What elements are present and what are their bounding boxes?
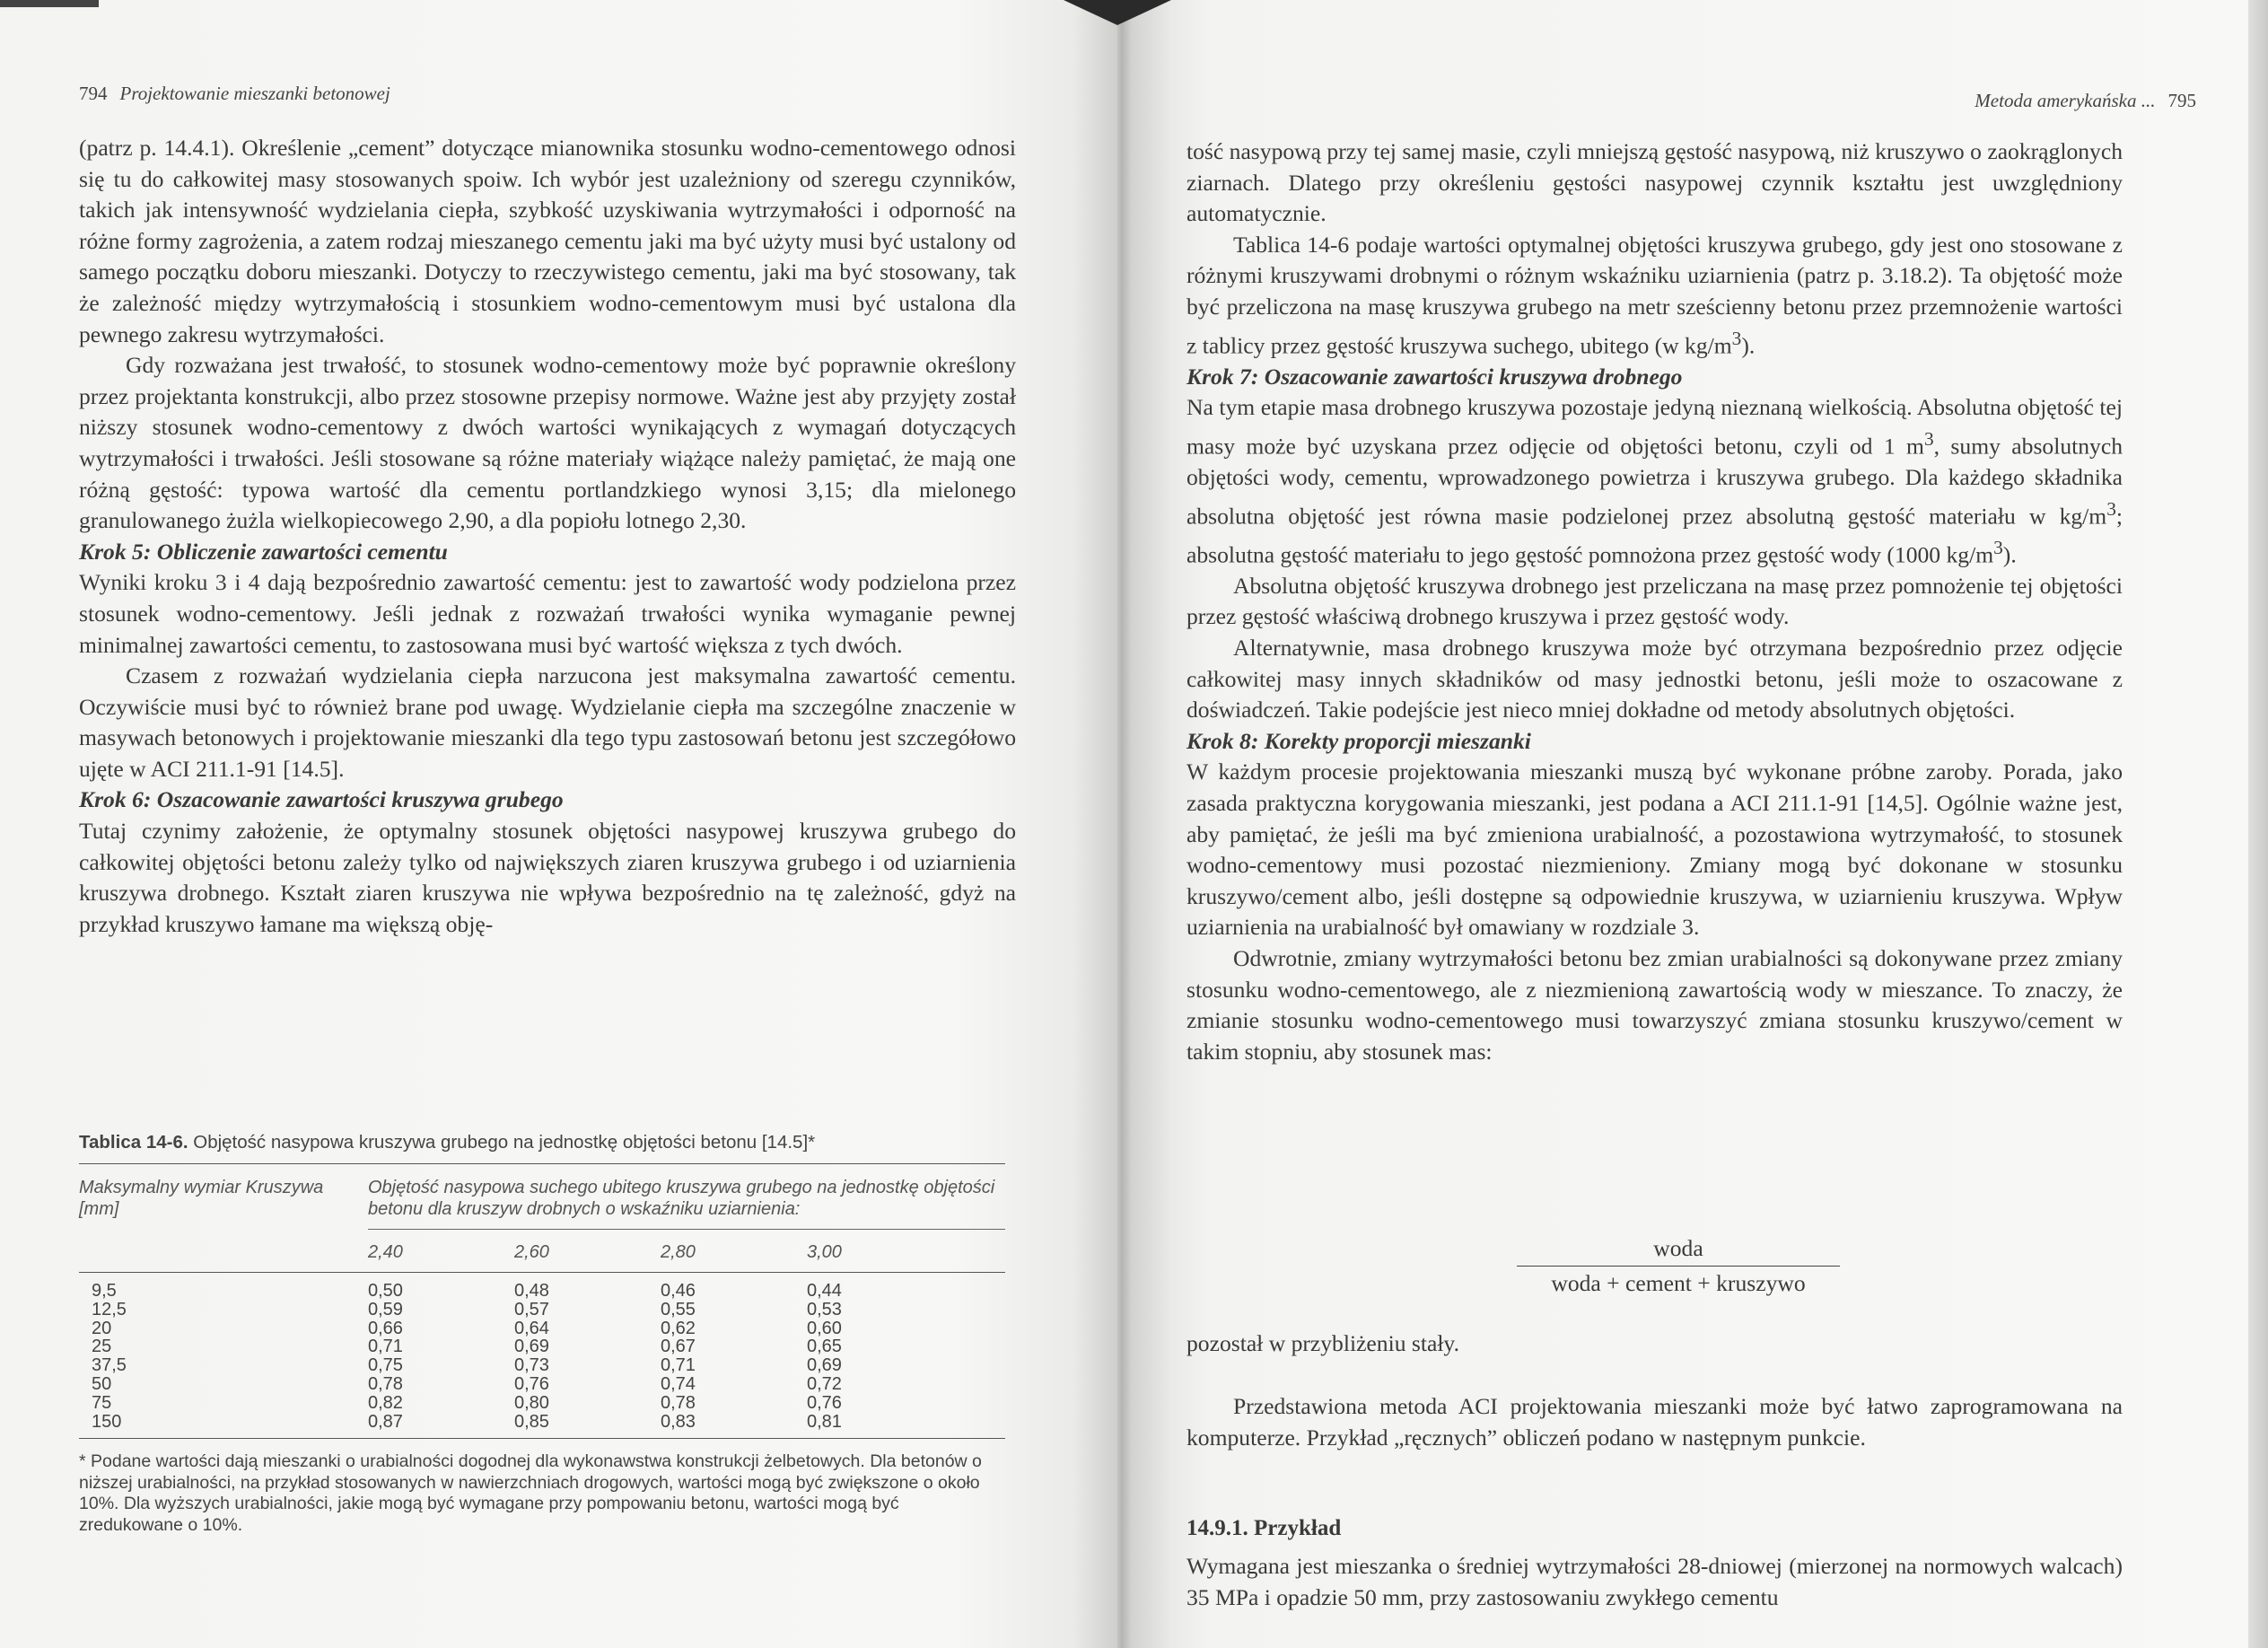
volume-value-cell: 0,78 [368,1373,403,1394]
volume-value-cell: 0,78 [661,1392,696,1413]
table-caption-text: Objętość nasypowa kruszywa grubego na jednostkę objętości betonu [14.5]* [193,1132,816,1153]
superscript: 3 [1923,427,1934,450]
volume-value-cell: 0,81 [807,1411,842,1432]
paragraph: W każdym procesie projektowania mieszanki muszą być wykonane próbne zaroby. Porada, jako zasada praktyczna korygowania mieszanki, jest podana a ACI 211.1-91 [14,5]. Ogólnie ważne jest, aby pamiętać, że jeśli ma być zmieniona urabialność, a pozostawiona wytrzymałość, to stosunek wodno-cementowy musi pozostać niezmieniony. Zmiany mogą być dokonane w stosunku kruszywo/cement albo, jeśli dostępne są odpowiednie kruszywa, w uziarnieniu kruszywa. Wpływ uziarnienia na urabialność był omawiany w rozdziale 3. [1187,758,2123,941]
table-row [79,1301,1005,1319]
volume-value-cell: 0,50 [368,1281,403,1301]
scan-corner-mark [0,0,99,7]
superscript: 3 [1993,536,2003,558]
volume-value-cell: 0,83 [661,1411,696,1432]
volume-value-cell: 0,76 [514,1373,549,1394]
volume-value-cell: 0,44 [807,1281,842,1301]
volume-value-cell: 0,73 [514,1355,549,1376]
table-row [79,1413,1005,1432]
volume-value-cell: 0,67 [661,1337,696,1357]
aggregate-size-cell: 20 [92,1318,112,1338]
aggregate-size-cell: 75 [92,1392,112,1413]
fraction-bar [1517,1266,1840,1267]
mass-ratio-fraction [1517,1233,1840,1299]
volume-value-cell: 0,62 [661,1318,696,1338]
step-heading: Krok 6: Oszacowanie zawartości kruszywa grubego [79,786,564,813]
paragraph [1187,392,2123,571]
paragraph: Przedstawiona metoda ACI projektowania mieszanki może być łatwo zaprogramowana na komputerze. Przykład „ręcznych” obliczeń podano w następnym punkcie. [1187,1393,2123,1451]
table-bottom-rule [79,1438,1005,1439]
paragraph-text: ; absolutna gęstość materiału to jego gęstość pomnożona przez gęstość wody (1000 kg/m [1187,503,2123,568]
table-row [79,1356,1005,1375]
paragraph-text: Tablica 14-6 podaje wartości optymalnej objętości kruszywa grubego, gdy jest ono stosowane z różnymi kruszywami drobnymi o różnym wskaźniku uziarnienia (patrz p. 3.18.2). Ta objętość może być przeliczona na masę kruszywa grubego na metr sześcienny betonu przez przemnożenie wartości z tablicy przez gęstość kruszywa suchego, ubitego (w kg/m [1187,231,2123,359]
paragraph-text: ). [2002,541,2017,568]
table-row [79,1319,1005,1338]
step-heading: Krok 7: Oszacowanie zawartości kruszywa drobnego [1187,363,1683,390]
table-14-6 [79,1131,1005,1536]
step-heading: Krok 8: Korekty proporcji mieszanki [1187,727,1531,754]
paragraph: Odwrotnie, zmiany wytrzymałości betonu bez zmian urabialności są dokonywane przez zmiany stosunku wodno-cementowego, ale z niezmienioną zawartością wody w mieszance. To znaczy, że zmianie stosunku wodno-cementowego musi towarzyszyć zmiana stosunku kruszywo/cement w takim stopniu, aby stosunek mas: [1187,944,2123,1065]
volume-value-cell: 0,74 [661,1373,696,1394]
paragraph: (patrz p. 14.4.1). Określenie „cement” dotyczące mianownika stosunku wodno-cementowego odnosi się tu do całkowitej masy stosowanych spoiw. Ich wybór jest uzależniony od szeregu czynników, takich jak intensywność wydzielania ciepła, szybkość uzyskiwania wytrzymałości i odporność na różne formy zagrożenia, a zatem rodzaj mieszanego cementu jaki ma być użyty musi być ustalony od samego początku doboru mieszanki. Dotyczy to rzeczywistego cementu, jaki ma być stosowany, tak że zależność między wytrzymałością i stosunkiem wodno-cementowym musi być ustalona dla pewnego zakresu wytrzymałości. [79,135,1016,347]
paragraph-text: Na tym etapie masa drobnego kruszywa pozostaje jedyną nieznaną wielkością. Absolutna objętość tej masy może być uzyskana przez odjęcie od objętości betonu, czyli od 1 m [1187,394,2123,460]
paragraph: Czasem z rozważań wydzielania ciepła narzucona jest maksymalna zawartość cementu. Oczywiście musi być to również brane pod uwagę. Wydzielanie ciepła ma szczególne znaczenie w masywach betonowych i projektowanie mieszanki dla tego typu zastosowań betonu jest szczegółowo ujęte w ACI 211.1-91 [14.5]. [79,662,1016,782]
superscript: 3 [1731,327,1742,349]
fraction-numerator: woda [1653,1235,1703,1261]
fraction-denominator: woda + cement + kruszywo [1551,1270,1806,1296]
volume-value-cell: 0,66 [368,1318,403,1338]
volume-value-cell: 0,85 [514,1411,549,1432]
fineness-modulus: 2,80 [661,1242,696,1262]
volume-value-cell: 0,64 [514,1318,549,1338]
table-caption [79,1131,1005,1154]
volume-value-cell: 0,71 [368,1337,403,1357]
volume-value-cell: 0,60 [807,1318,842,1338]
table-header [79,1164,1005,1220]
fineness-modulus: 2,40 [368,1242,403,1262]
paragraph: pozostał w przybliżeniu stały. [1187,1330,1459,1356]
step-heading: Krok 5: Obliczenie zawartości cementu [79,538,448,565]
aggregate-size-cell: 9,5 [92,1281,117,1301]
right-text-column [1187,136,2123,1067]
volume-value-cell: 0,55 [661,1299,696,1319]
left-running-head [79,83,390,105]
left-page [0,0,1117,1648]
aggregate-size-cell: 37,5 [92,1355,127,1376]
right-running-title: Metoda amerykańska ... [1975,90,2156,111]
section-heading: 14.9.1. Przykład [1187,1516,1342,1540]
aggregate-size-cell: 150 [92,1411,122,1432]
volume-value-cell: 0,75 [368,1355,403,1376]
book-gutter-shadow [1073,0,1171,1648]
paragraph: Gdy rozważana jest trwałość, to stosunek wodno-cementowy może być poprawnie określony przez projektanta konstrukcji, albo przez stosowne przepisy normowe. Ważne jest aby przyjęty został niższy stosunek wodno-cementowy z dwóch wartości wynikających z wymagań dotyczących wytrzymałości i trwałości. Jeśli stosowane są różne materiały wiążące należy pamiętać, że mają one różną gęstość: typowa wartość dla cementu portlandzkiego wynosi 3,15; dla mielonego granulowanego żużla wielkopiecowego 2,90, a dla popiołu lotnego 2,30. [79,352,1016,534]
volume-value-cell: 0,76 [807,1392,842,1413]
paragraph: tość nasypową przy tej samej masie, czyli mniejszą gęstość nasypową, niż kruszywo o zaokrąglonych ziarnach. Dlatego przy określeniu gęstości nasypowej czynnik kształtu jest uwzględniony automatycznie. [1187,138,2123,227]
table-footnote: * Podane wartości dają mieszanki o urabialności dogodnej dla wykonawstwa konstrukcji żelbetowych. Dla betonów o niższej urabialności, na przykład stosowanych w nawierzchniach drogowych, wartości mogą być zwiększone o około 10%. Dla wyższych urabialności, jakie mogą być wymagane przy pompowaniu betonu, wartości mogą być zredukowane o 10%. [79,1451,982,1535]
volume-value-cell: 0,53 [807,1299,842,1319]
fineness-header-row [79,1230,1005,1272]
volume-value-cell: 0,65 [807,1337,842,1357]
paragraph: Wyniki kroku 3 i 4 dają bezpośrednio zawartość cementu: jest to zawartość wody podzielona przez stosunek wodno-cementowy. Jeśli jednak z rozważań trwałości wynika wymaganie pewnej minimalnej zawartości cementu, to zastosowana musi być wartość większa z tych dwóch. [79,569,1016,658]
fineness-modulus: 3,00 [807,1242,842,1262]
paragraph: Wymagana jest mieszanka o średniej wytrzymałości 28-dniowej (mierzonej na normowych walcach) 35 MPa i opadzie 50 mm, przy zastosowaniu zwykłego cementu [1187,1553,2123,1610]
table-body [79,1273,1005,1438]
paragraph: Alternatywnie, masa drobnego kruszywa może być otrzymana bezpośrednio przez odjęcie całkowitej masy innych składników od masy jednostki betonu, jeśli może to oszacowane z doświadczeń. Takie podejście jest nieco mniej dokładne od metody absolutnych objętości. [1187,635,2123,723]
col-header-size: Maksymalny wymiar Kruszywa [mm] [79,1178,324,1219]
scan-notch-mark [1064,0,1171,25]
table-row [79,1337,1005,1356]
aggregate-size-cell: 12,5 [92,1299,127,1319]
volume-value-cell: 0,48 [514,1281,549,1301]
aggregate-size-cell: 25 [92,1337,112,1357]
left-text-column [79,133,1016,940]
table-row [79,1394,1005,1413]
volume-value-cell: 0,57 [514,1299,549,1319]
paragraph: Tutaj czynimy założenie, że optymalny stosunek objętości nasypowej kruszywa grubego do całkowitej objętości betonu zależy tylko od największych ziaren kruszywa grubego i od uziarnienia kruszywa drobnego. Kształt ziaren kruszywa nie wpływa bezpośrednio na tę zależność, gdyż na przykład kruszywo łamane ma większą obję- [79,818,1016,937]
table-caption-label: Tablica 14-6. [79,1132,188,1153]
volume-value-cell: 0,69 [807,1355,842,1376]
volume-value-cell: 0,69 [514,1337,549,1357]
paragraph: Absolutna objętość kruszywa drobnego jest przeliczana na masę przez pomnożenie tej objętości przez gęstość właściwą drobnego kruszywa i przez gęstość wody. [1187,572,2123,630]
volume-value-cell: 0,46 [661,1281,696,1301]
volume-value-cell: 0,87 [368,1411,403,1432]
volume-value-cell: 0,72 [807,1373,842,1394]
right-running-head [1975,90,2196,112]
left-page-number: 794 [79,83,108,104]
paragraph-text: ). [1741,332,1756,359]
right-page-number: 795 [2167,90,2196,111]
volume-value-cell: 0,80 [514,1392,549,1413]
paragraph-text: , sumy absolutnych objętości wody, cementu, wprowadzonego powietrza i kruszywa grubego. Dla każdego składnika absolutna objętość jest równa masie podzielonej przez absolutną gęstość materiału w kg/m [1187,433,2123,530]
col-header-volume: Objętość nasypowa suchego ubitego kruszywa grubego na jednostkę objętości betonu dla kruszyw drobnych o wskaźniku uziarnienia: [368,1178,995,1219]
table-row [79,1375,1005,1394]
fineness-modulus: 2,60 [514,1242,549,1262]
volume-value-cell: 0,71 [661,1355,696,1376]
volume-value-cell: 0,82 [368,1392,403,1413]
table-row [79,1282,1005,1301]
paragraph [1187,230,2123,362]
page-edge [2248,0,2268,1648]
superscript: 3 [2106,497,2116,520]
volume-value-cell: 0,59 [368,1299,403,1319]
aggregate-size-cell: 50 [92,1373,112,1394]
left-running-title: Projektowanie mieszanki betonowej [119,83,390,104]
